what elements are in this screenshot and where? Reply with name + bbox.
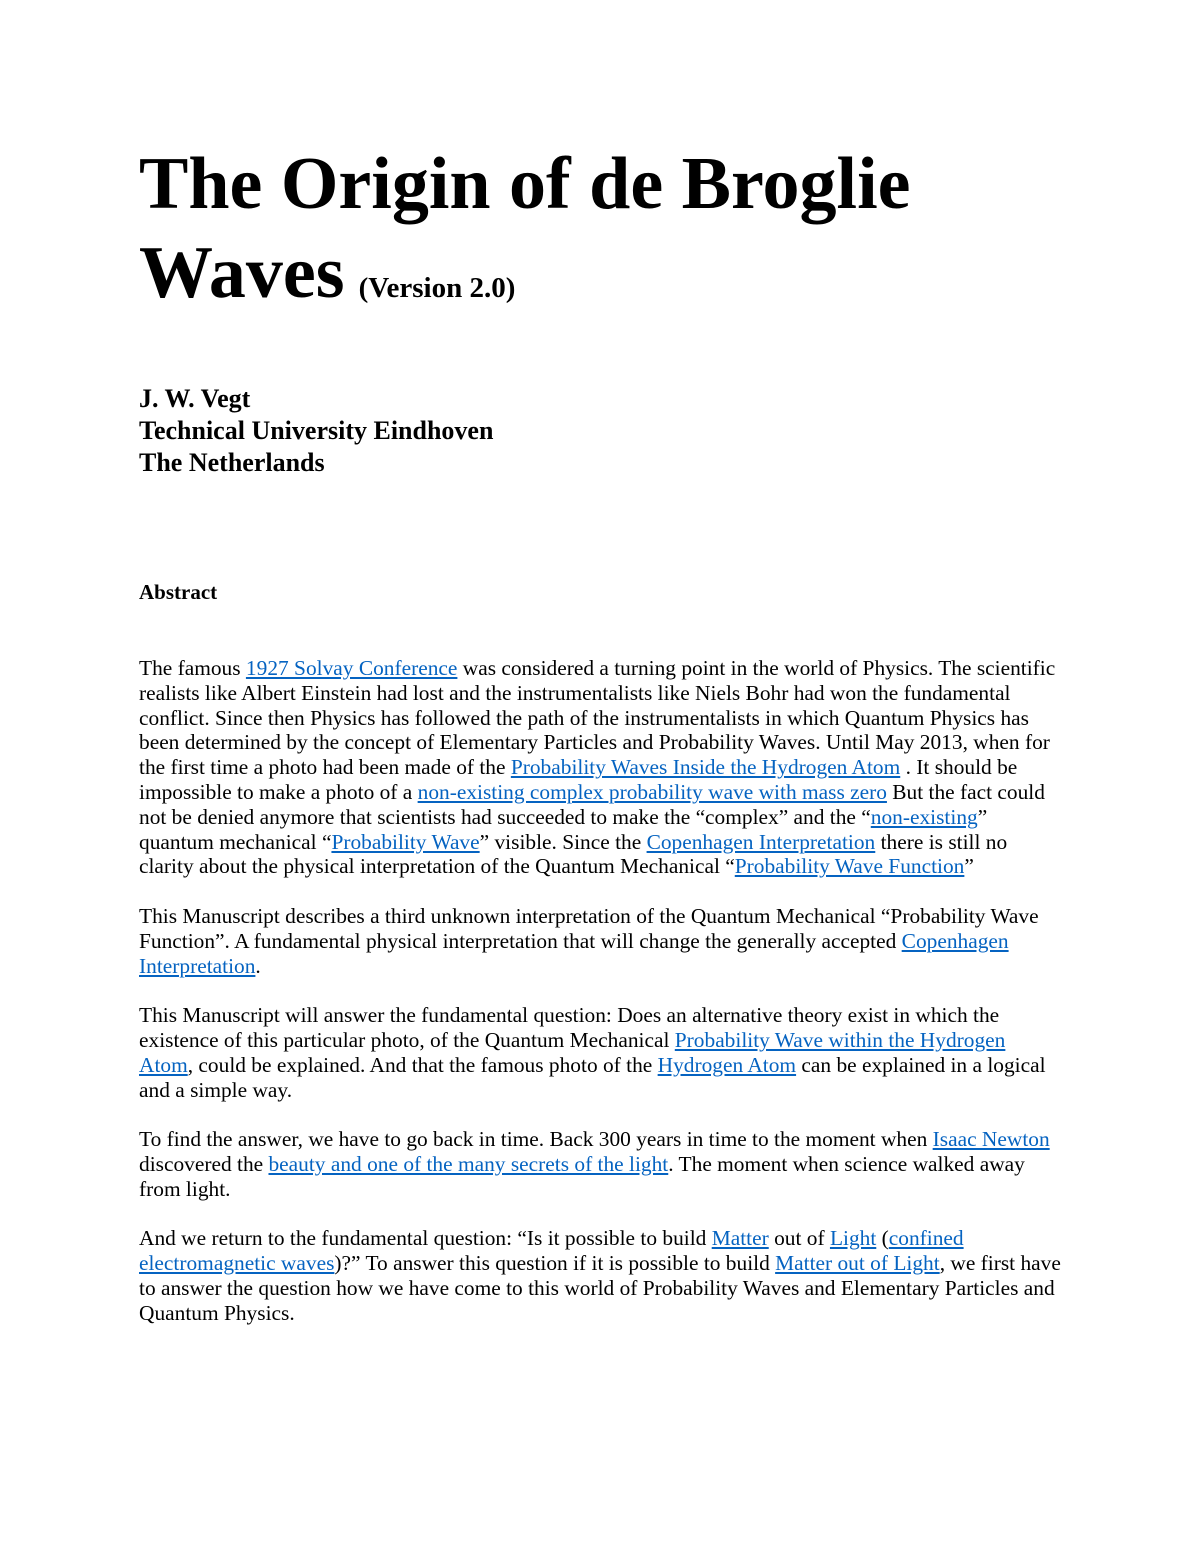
abstract-heading: Abstract [139, 580, 218, 604]
paragraph-text: . [255, 953, 261, 978]
paragraph-text: , we first have to answer the question how we have come to this world of Probability Waves and Elementary Particles and Quantum Physics. [139, 1251, 1061, 1325]
link-probability-wave-hydrogen-atom[interactable]: Probability Wave within the Hydrogen Atom [139, 1027, 1006, 1077]
link-probability-waves-hydrogen-atom[interactable]: Probability Waves Inside the Hydrogen Atom [510, 755, 901, 780]
author-block [139, 383, 1061, 479]
link-light[interactable]: Light [829, 1226, 877, 1251]
link-isaac-newton[interactable]: Isaac Newton [932, 1127, 1050, 1152]
paragraph-text: ” quantum mechanical “ [139, 804, 988, 854]
title-text: The Origin of de Broglie Waves [139, 143, 911, 314]
abstract-paragraph-1 [139, 656, 1061, 879]
paragraph-text: was considered a turning point in the world of Physics. The scientific realists like Albert Einstein had lost and the instrumentalists like Niels Bohr had won the fundamental conflict. Since then Physics has followed the path of the instrumentalists in which Quantum Physics has been determined by the concept of Elementary Particles and Probability Waves. Until May 2013, when for the first time a photo had been made of the [139, 656, 1056, 780]
link-solvay-conference[interactable]: 1927 Solvay Conference [245, 656, 458, 680]
link-copenhagen-interpretation[interactable]: Copenhagen Interpretation [646, 829, 876, 854]
paragraph-text: ” visible. Since the [479, 829, 647, 854]
author-institution: Technical University Eindhoven [139, 416, 494, 445]
link-matter-out-of-light[interactable]: Matter out of Light [775, 1251, 940, 1276]
version-label: (Version 2.0) [358, 272, 516, 304]
paragraph-text: . It should be impossible to make a photo of a [139, 755, 1018, 804]
paragraph-text: This Manuscript will answer the fundamental question: Does an alternative theory exist in which the existence of this particular photo, of the Quantum Mechanical [139, 1003, 1000, 1052]
link-probability-wave[interactable]: Probability Wave [331, 829, 480, 854]
paragraph-text: there is still no clarity about the physical interpretation of the Quantum Mechanical “ [139, 829, 1008, 879]
paragraph-text: out of [768, 1226, 830, 1251]
author-name: J. W. Vegt [139, 384, 251, 413]
paragraph-text: , could be explained. And that the famous photo of the [187, 1052, 658, 1077]
paragraph-text: But the fact could not be denied anymore that scientists had succeeded to make the “complex” and the “ [139, 779, 1045, 829]
paragraph-text: discovered the [139, 1151, 269, 1176]
paragraph-text: ( [876, 1226, 889, 1251]
author-country: The Netherlands [139, 448, 325, 477]
abstract-paragraph-2 [139, 904, 1061, 978]
paragraph-text: )?” To answer this question if it is possible to build [334, 1251, 776, 1276]
paragraph-text: can be explained in a logical and a simple way. [139, 1052, 1046, 1102]
link-confined-electromagnetic-waves[interactable]: confined electromagnetic waves [139, 1226, 964, 1276]
link-probability-wave-function[interactable]: Probability Wave Function [734, 854, 965, 879]
link-secrets-of-light[interactable]: beauty and one of the many secrets of the light [268, 1151, 669, 1176]
abstract-paragraph-3 [139, 1003, 1061, 1102]
link-non-existing-complex-wave[interactable]: non-existing complex probability wave with mass zero [417, 779, 887, 804]
link-non-existing[interactable]: non-existing [870, 804, 978, 829]
paragraph-text: The famous [139, 656, 246, 680]
link-hydrogen-atom[interactable]: Hydrogen Atom [657, 1052, 797, 1077]
paragraph-text: To find the answer, we have to go back in time. Back 300 years in time to the moment when [139, 1127, 933, 1152]
abstract-paragraph-4 [139, 1127, 1061, 1201]
abstract-body [139, 656, 1061, 1350]
document-title [139, 140, 1061, 333]
paragraph-text: This Manuscript describes a third unknown interpretation of the Quantum Mechanical “Probability Wave Function”. A fundamental physical interpretation that will change the generally accepted [139, 903, 1039, 953]
abstract-paragraph-5 [139, 1226, 1061, 1325]
link-copenhagen-interpretation[interactable]: Copenhagen Interpretation [139, 928, 1009, 978]
paragraph-text: . The moment when science walked away from light. [139, 1151, 1025, 1201]
link-matter[interactable]: Matter [711, 1226, 769, 1251]
paragraph-text: ” [964, 854, 974, 879]
paragraph-text: And we return to the fundamental question: “Is it possible to build [139, 1226, 712, 1251]
